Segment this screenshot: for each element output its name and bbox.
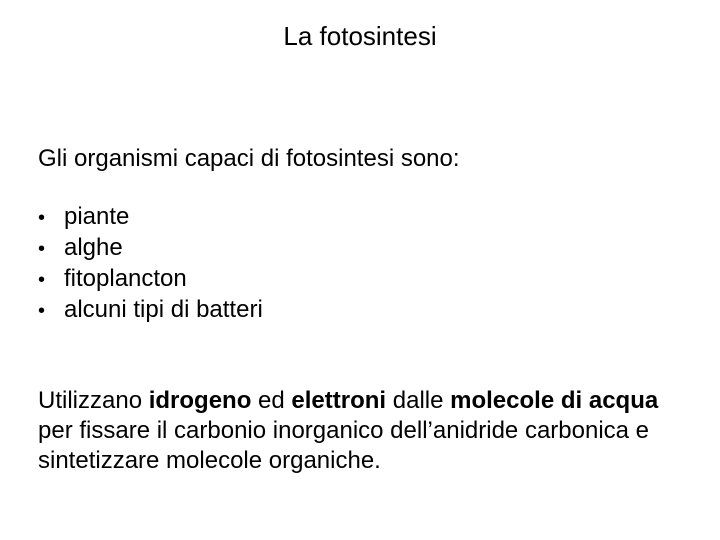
list-item [38,264,263,295]
paragraph-run-bold: idrogeno [148,387,252,414]
bullet-text: alcuni tipi di batteri [64,296,263,323]
paragraph-run: Utilizzano [38,387,149,414]
list-item [38,233,263,264]
slide-title: La fotosintesi [283,21,437,51]
bullet-marker: • [38,269,46,291]
paragraph-run-bold: molecole di acqua [450,387,659,414]
body-paragraph [38,386,688,476]
bullet-marker: • [38,207,46,229]
bullet-marker: • [38,300,46,322]
paragraph-run: per fissare il carbonio inorganico dell’anidride carbonica e sintetizzare molecole organiche. [38,417,650,474]
bullet-marker: • [38,238,46,260]
bullet-text: fitoplancton [64,265,187,292]
intro-text: Gli organismi capaci di fotosintesi sono: [38,145,460,172]
paragraph-run: ed [251,387,292,414]
bullet-text: piante [64,203,130,230]
bullet-text: alghe [64,234,123,261]
paragraph-run: dalle [386,387,451,414]
bullet-list [38,202,263,326]
list-item [38,202,263,233]
list-item [38,295,263,326]
paragraph-run-bold: elettroni [291,387,387,414]
